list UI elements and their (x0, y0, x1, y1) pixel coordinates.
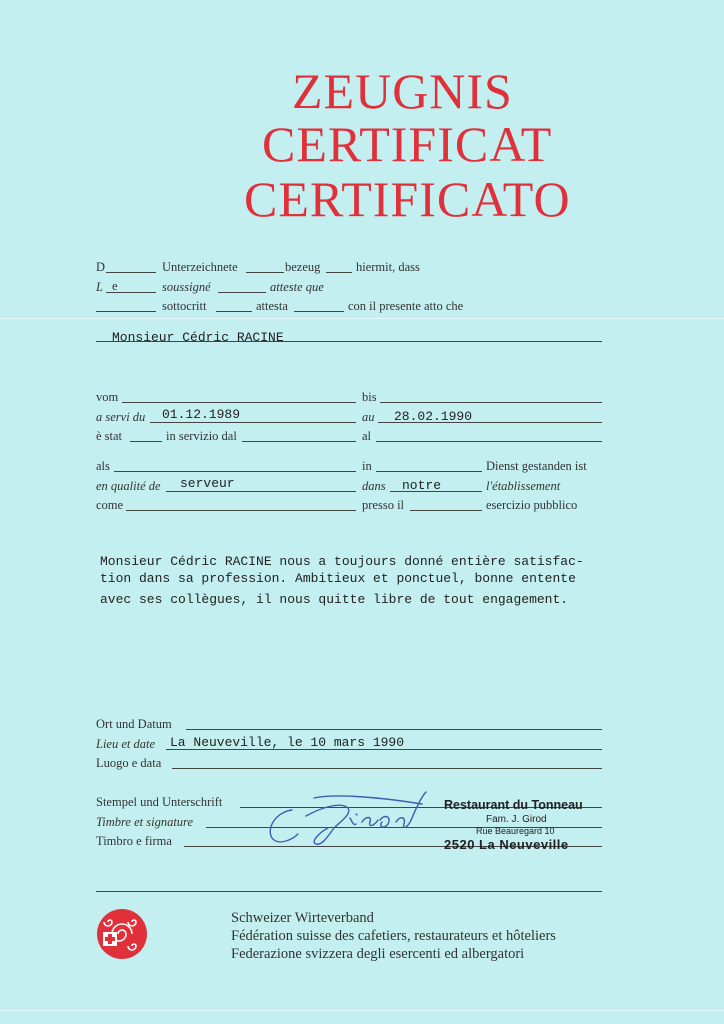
stamp-line-1: Restaurant du Tonneau (444, 798, 583, 812)
label-ort: Ort und Datum (96, 717, 172, 731)
handwritten-signature (262, 788, 432, 850)
blank-line (390, 491, 482, 492)
footer-line-it: Federazione svizzera degli esercenti ed albergatori (231, 946, 525, 962)
blank-line (380, 402, 602, 403)
blank-line (376, 471, 482, 472)
label-als: als (96, 459, 110, 473)
footer-line-fr: Fédération suisse des cafetiers, restaurateurs et hôteliers (231, 928, 556, 944)
blank-line (294, 311, 344, 312)
title-certificat: CERTIFICAT (262, 116, 553, 172)
blank-line (106, 292, 156, 293)
label-atteste: atteste que (270, 280, 324, 294)
label-dans: dans (362, 479, 386, 493)
label-etablissement: l'établissement (486, 479, 561, 493)
label-bis: bis (362, 390, 377, 404)
blank-line (150, 422, 356, 423)
label-presso-il: presso il (362, 498, 405, 512)
blank-line (106, 272, 156, 273)
label-in-servizio-dal: in servizio dal (166, 429, 237, 443)
label-timbre: Timbre et signature (96, 815, 193, 829)
remarks-line: Monsieur Cédric RACINE nous a toujours donné entière satisfac- (100, 554, 584, 569)
label-stempel: Stempel und Unterschrift (96, 795, 223, 809)
blank-line (218, 292, 266, 293)
label-al: al (362, 429, 372, 443)
footer-rule (96, 891, 602, 892)
label-timbro: Timbro e firma (96, 834, 172, 848)
blank-line (242, 441, 356, 442)
place-date-value: La Neuveville, le 10 mars 1990 (170, 735, 405, 750)
blank-line (172, 768, 602, 769)
employee-name: Monsieur Cédric RACINE (112, 330, 284, 345)
name-line (96, 341, 602, 342)
start-date: 01.12.1989 (162, 407, 241, 422)
association-logo-icon (96, 908, 148, 960)
blank-line (376, 441, 602, 442)
blank-line (126, 510, 356, 511)
label-esercizio: esercizio pubblico (486, 498, 578, 512)
label-hiermit: hiermit, dass (356, 260, 420, 274)
label-d: D (96, 260, 106, 274)
blank-line (166, 491, 356, 492)
label-in: in (362, 459, 372, 473)
label-au: au (362, 410, 375, 424)
label-a-servi-du: a servi du (96, 410, 146, 424)
title-zeugnis: ZEUGNIS (292, 63, 513, 119)
remarks-line: avec ses collègues, il nous quitte libre de tout engagement. (100, 592, 569, 607)
blank-line (326, 272, 352, 273)
title-certificato: CERTIFICATO (244, 171, 571, 227)
blank-line (216, 311, 252, 312)
label-luogo: Luogo e data (96, 756, 162, 770)
label-attesta: attesta (256, 299, 288, 313)
label-unterzeichnete: Unterzeichnete (162, 260, 238, 274)
blank-line (166, 749, 602, 750)
label-e: e (112, 279, 118, 293)
stamp-line-4: 2520 La Neuveville (444, 837, 569, 852)
label-lieu: Lieu et date (96, 737, 156, 751)
label-bezeug: bezeug (285, 260, 321, 274)
label-vom: vom (96, 390, 119, 404)
blank-line (410, 510, 482, 511)
label-l: L (96, 280, 103, 294)
footer-line-de: Schweizer Wirteverband (231, 910, 374, 926)
fold-crease (0, 1010, 724, 1011)
label-con-il: con il presente atto che (348, 299, 464, 313)
position-place: notre (402, 478, 442, 493)
end-date: 28.02.1990 (394, 409, 473, 424)
blank-line (246, 272, 284, 273)
blank-line (114, 471, 356, 472)
label-sottocritt: sottocritt (162, 299, 207, 313)
remarks-text (100, 553, 640, 608)
label-e-stat: è stat (96, 429, 123, 443)
blank-line (378, 422, 602, 423)
stamp-line-3: Rue Beauregard 10 (476, 826, 555, 836)
blank-line (130, 441, 162, 442)
blank-line (96, 311, 156, 312)
fold-crease (0, 318, 724, 319)
blank-line (122, 402, 356, 403)
remarks-line: tion dans sa profession. Ambitieux et ponctuel, bonne entente (100, 571, 576, 586)
label-dienst: Dienst gestanden ist (486, 459, 587, 473)
label-en-qualite-de: en qualité de (96, 479, 161, 493)
position-role: serveur (180, 476, 235, 491)
stamp-line-2: Fam. J. Girod (486, 814, 547, 825)
label-come: come (96, 498, 124, 512)
label-soussigne: soussigné (162, 280, 211, 294)
blank-line (186, 729, 602, 730)
